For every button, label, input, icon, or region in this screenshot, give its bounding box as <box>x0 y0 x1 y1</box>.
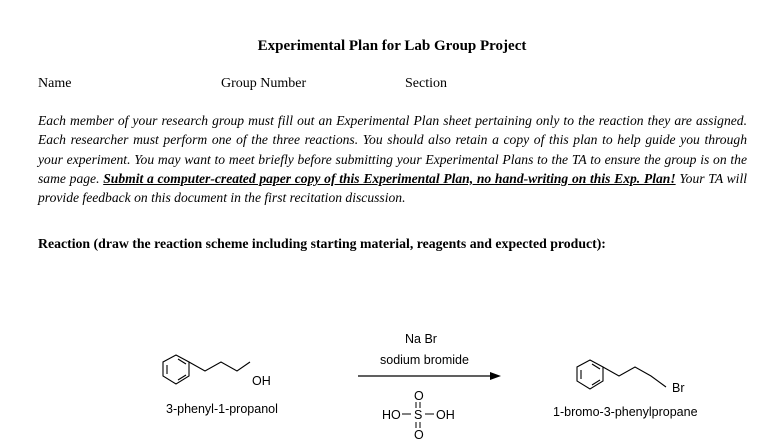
group-number-field-label: Group Number <box>221 76 307 91</box>
acid-top-oxygen: O <box>414 389 424 403</box>
document-title: Experimental Plan for Lab Group Project <box>257 38 527 54</box>
product-structure <box>577 360 666 389</box>
propyl-chain <box>189 362 250 371</box>
sulfuric-acid-structure <box>382 389 455 441</box>
reaction-heading: Reaction (draw the reaction scheme including starting material, reagents and expected product): <box>38 236 606 251</box>
feedback-note: Your TA will provide feedback on this document in the first recitation discussion. <box>38 170 747 206</box>
name-field-label: Name <box>38 76 72 91</box>
reagent-name: sodium bromide <box>380 353 469 367</box>
product-propyl-chain <box>603 367 666 387</box>
instructions-text: Each member of your research group must fill out an Experimental Plan sheet pertaining only to the reaction they are assigned. Each researcher must perform one of the three reactions. You should also retain a copy of this plan to help guide you through your experiment. You may want to meet briefly before submitting your Experimental Plans to the TA to ensure the group is on the same page. <box>38 113 747 186</box>
acid-left-hydroxyl: HO <box>382 408 401 422</box>
starting-material-structure <box>163 355 250 384</box>
reaction-arrow <box>358 372 501 380</box>
section-field-label: Section <box>405 76 447 91</box>
acid-sulfur: S <box>414 408 423 422</box>
starting-material-oh: OH <box>252 374 271 388</box>
submission-requirement: Submit a computer-created paper copy of this Experimental Plan, no hand-writing on this Exp. Plan! <box>103 170 676 186</box>
acid-bottom-oxygen: O <box>414 428 424 441</box>
product-br: Br <box>672 381 685 395</box>
product-name: 1-bromo-3-phenylpropane <box>553 405 698 419</box>
reagent-formula: Na Br <box>405 332 437 346</box>
starting-material-name: 3-phenyl-1-propanol <box>166 402 278 416</box>
acid-right-hydroxyl: OH <box>436 408 455 422</box>
